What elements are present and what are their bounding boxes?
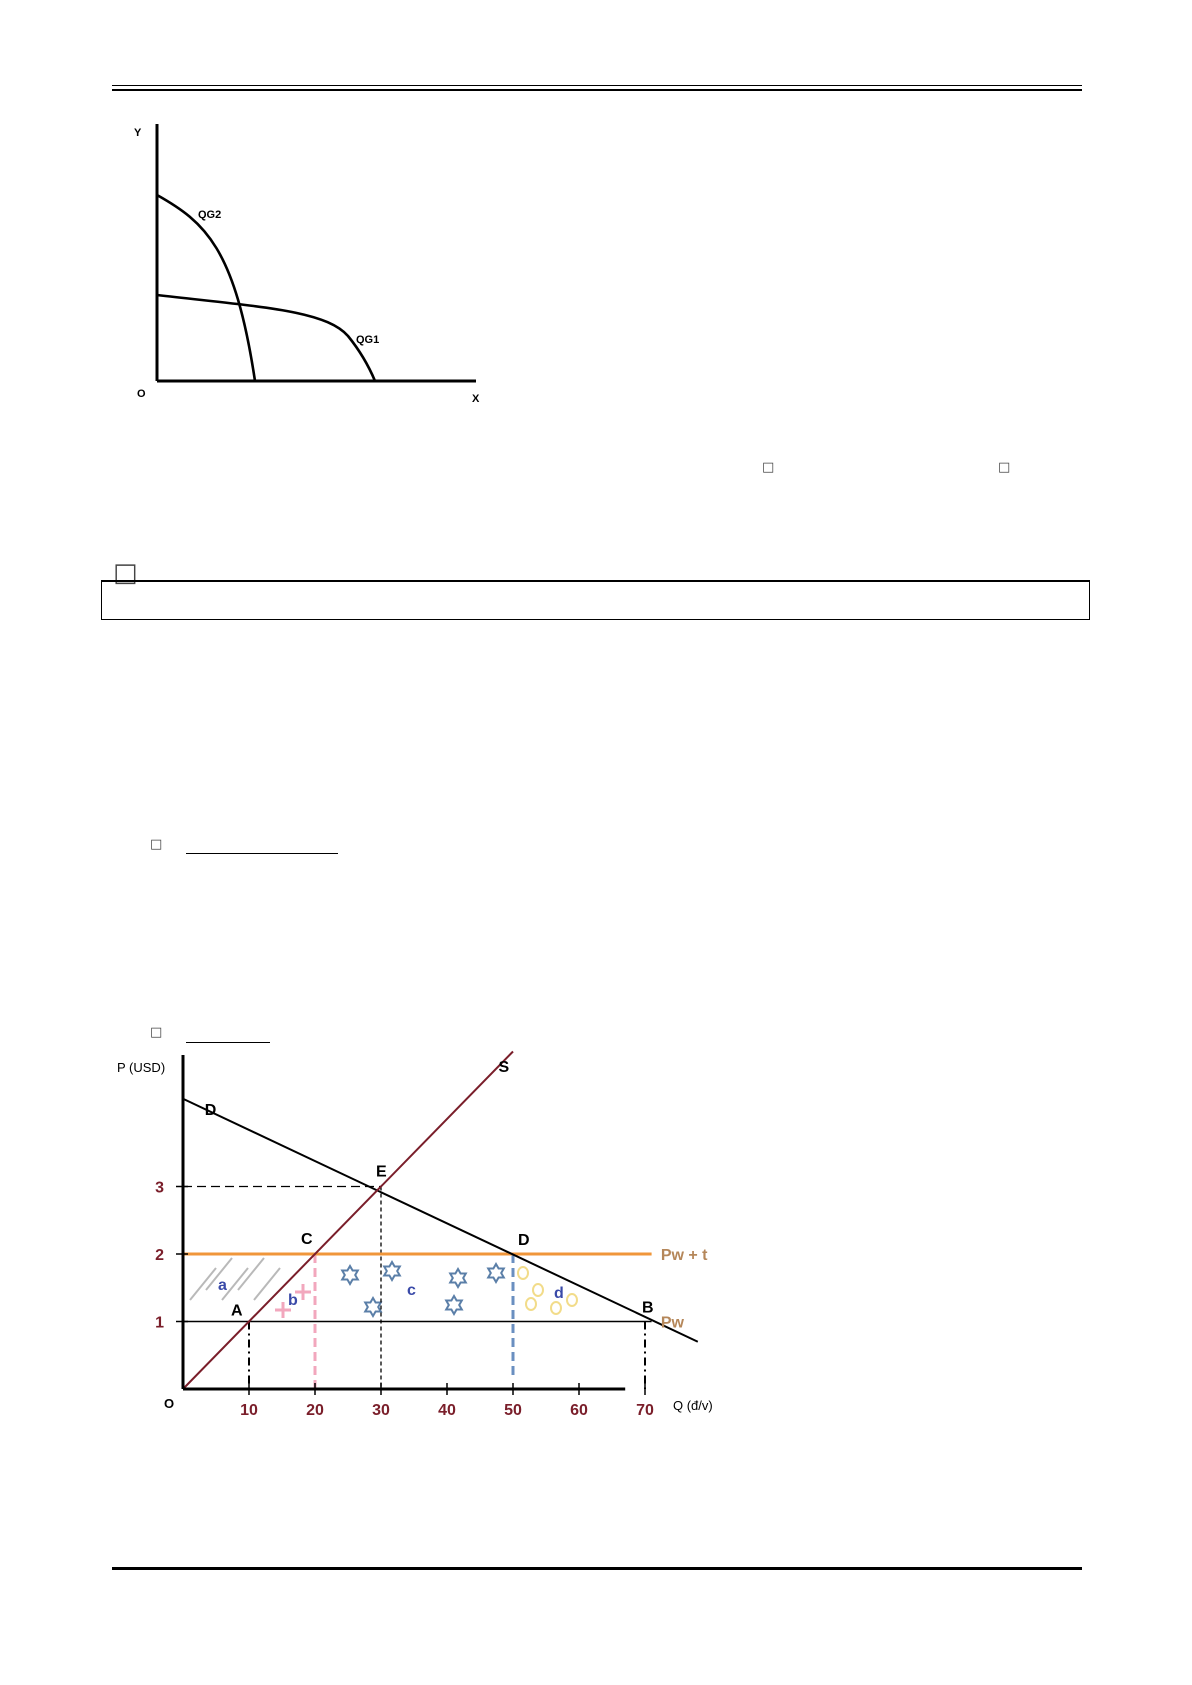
bullet-icon: □: [150, 837, 163, 852]
point-label-d: D: [518, 1232, 530, 1249]
y-tick-label: 2: [155, 1247, 164, 1264]
missing-glyph-icon: □: [998, 460, 1011, 475]
world-price-label: Pw: [660, 1314, 684, 1332]
point-label-e: E: [376, 1163, 387, 1181]
x-tick-label: 50: [504, 1402, 522, 1419]
area-a-hatching: [190, 1258, 280, 1300]
demand-label: D: [204, 1101, 217, 1119]
x-tick-label: 40: [438, 1402, 456, 1419]
x-tick-label: 70: [636, 1402, 654, 1419]
star-marker: [384, 1262, 400, 1280]
y-tick-label: 1: [155, 1314, 164, 1332]
x-tick-label: 60: [570, 1402, 588, 1419]
curves: [183, 1052, 698, 1390]
circle-marker: [567, 1294, 577, 1306]
area-label-a: a: [218, 1277, 227, 1294]
star-marker: [342, 1266, 358, 1284]
point-label-c: C: [301, 1231, 313, 1248]
star-marker: [450, 1269, 466, 1287]
x-axis-label: Q (đ/v): [673, 1398, 713, 1413]
circle-marker: [551, 1302, 561, 1314]
ppf-x-label: X: [472, 393, 480, 405]
x-tick-label: 30: [372, 1402, 390, 1419]
circle-marker: [533, 1284, 543, 1296]
star-marker: [488, 1264, 504, 1282]
bullet-icon: □: [150, 1025, 163, 1040]
origin-label: O: [164, 1396, 175, 1411]
ppf-origin-label: O: [137, 388, 146, 400]
ppf-y-label: Y: [134, 127, 142, 139]
x-tick-label: 10: [240, 1402, 258, 1419]
tariff-price-label: Pw + t: [660, 1247, 708, 1264]
missing-glyph-icon: □: [113, 558, 138, 588]
supply-label: S: [498, 1058, 510, 1076]
demand-line: [183, 1099, 698, 1342]
axes: [176, 1055, 645, 1395]
area-label-d: d: [554, 1285, 564, 1302]
star-marker: [365, 1298, 381, 1316]
ppf-qg2-label: QG2: [198, 209, 222, 221]
point-label-a: A: [231, 1302, 243, 1320]
x-tick-label: 20: [306, 1402, 324, 1419]
footer-rule: [112, 1567, 1082, 1570]
star-marker: [446, 1296, 462, 1314]
area-label-b: b: [288, 1292, 298, 1309]
ppf-qg1-label: QG1: [356, 334, 380, 346]
area-markers: [275, 1262, 577, 1318]
missing-glyph-icon: □: [762, 460, 775, 475]
y-tick-label: 3: [155, 1179, 164, 1197]
area-label-c: c: [407, 1282, 416, 1299]
supply-line: [183, 1052, 513, 1390]
point-label-b: B: [642, 1299, 654, 1317]
y-axis-label: P (USD): [117, 1060, 166, 1075]
circle-marker: [526, 1298, 536, 1310]
circle-marker: [518, 1267, 528, 1279]
